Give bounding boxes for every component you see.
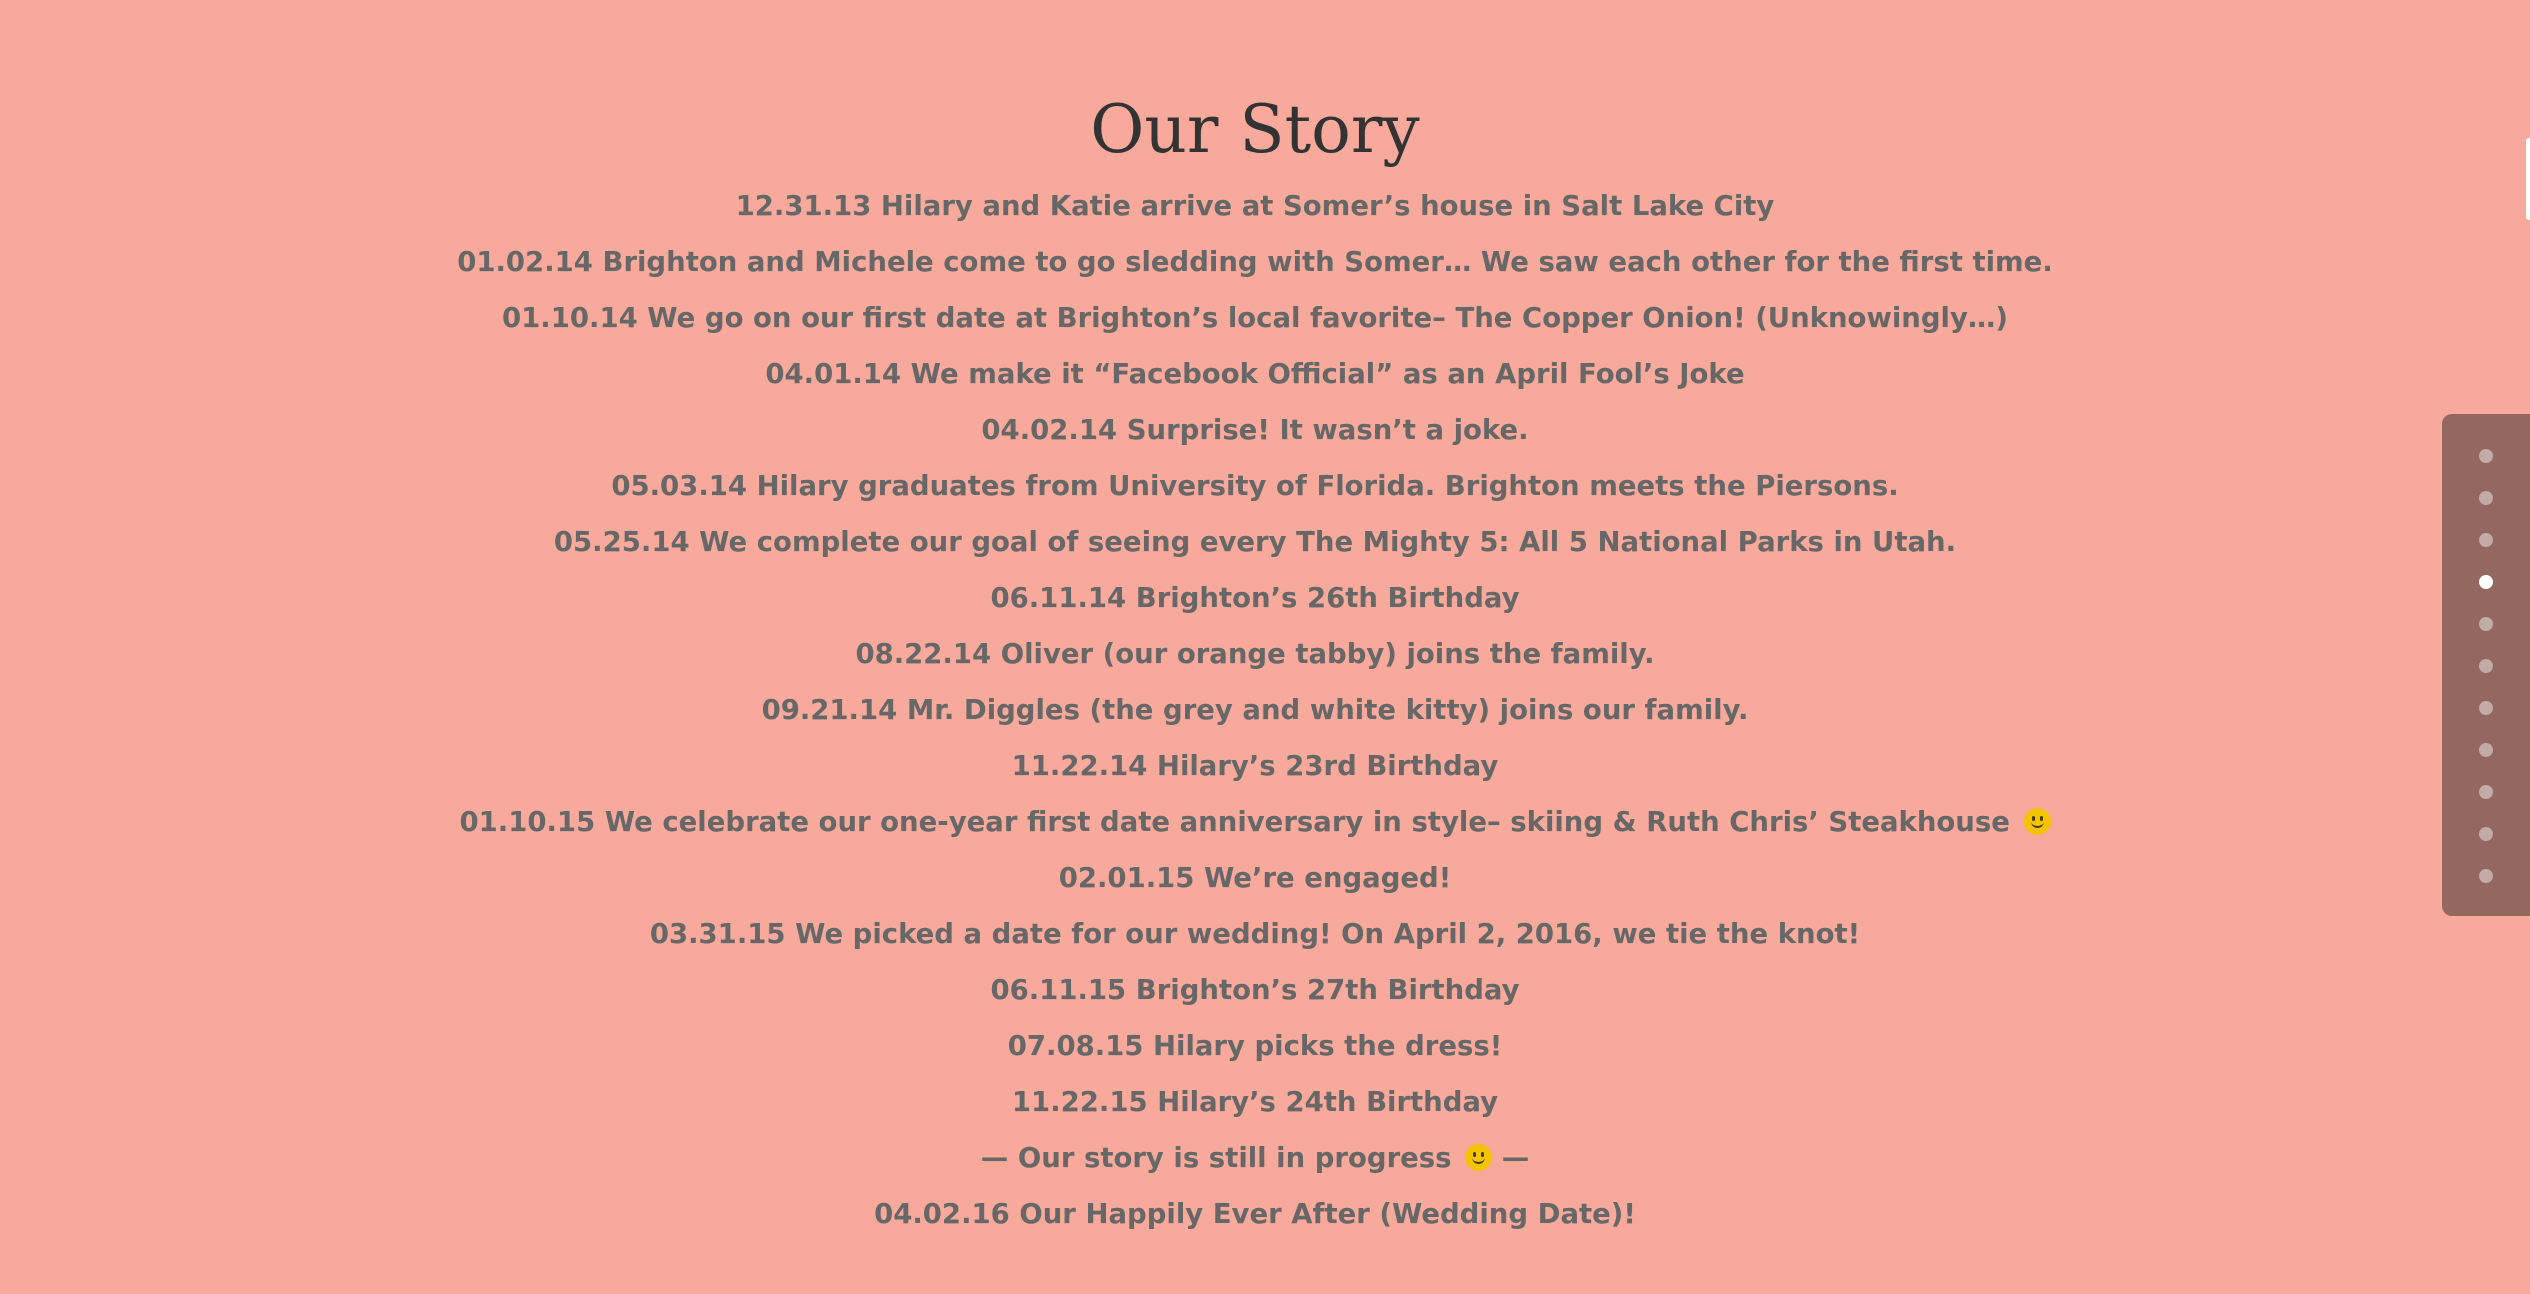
timeline-entry-text: 05.03.14 Hilary graduates from University of Florida. Brighton meets the Piersons. bbox=[611, 470, 1899, 502]
nav-dot[interactable] bbox=[2479, 533, 2493, 547]
timeline-entry bbox=[0, 234, 2510, 290]
nav-dot[interactable] bbox=[2479, 659, 2493, 673]
timeline-entry-text: 03.31.15 We picked a date for our wedding! On April 2, 2016, we tie the knot! bbox=[649, 918, 1861, 950]
timeline-entry-text: 04.02.14 Surprise! It wasn’t a joke. bbox=[981, 414, 1529, 446]
timeline-entry-text: 01.10.15 We celebrate our one-year first date anniversary in style– skiing & Ruth Chris’ Steakhouse bbox=[459, 806, 2010, 838]
timeline-entry bbox=[0, 794, 2510, 850]
timeline-entry-text: 11.22.15 Hilary’s 24th Birthday bbox=[1011, 1086, 1499, 1118]
timeline-entry bbox=[0, 1130, 2510, 1186]
timeline-entry bbox=[0, 178, 2510, 234]
timeline-entry-text: 02.01.15 We’re engaged! bbox=[1058, 862, 1452, 894]
nav-dot[interactable] bbox=[2479, 701, 2493, 715]
timeline-entry-text: 04.02.16 Our Happily Ever After (Wedding Date)! bbox=[874, 1198, 1636, 1230]
timeline-entry-text: 06.11.15 Brighton’s 27th Birthday bbox=[990, 974, 1520, 1006]
timeline-entry-text: 06.11.14 Brighton’s 26th Birthday bbox=[990, 582, 1520, 614]
story-timeline bbox=[0, 178, 2510, 1242]
timeline-entry bbox=[0, 962, 2510, 1018]
timeline-entry bbox=[0, 1186, 2510, 1242]
timeline-entry-text: 01.10.14 We go on our first date at Brighton’s local favorite– The Copper Onion! (Unknowingly…) bbox=[502, 302, 2008, 334]
scroll-edge-indicator bbox=[2526, 138, 2530, 220]
timeline-entry bbox=[0, 402, 2510, 458]
timeline-entry bbox=[0, 738, 2510, 794]
timeline-entry bbox=[0, 626, 2510, 682]
timeline-entry bbox=[0, 906, 2510, 962]
nav-dot[interactable] bbox=[2479, 743, 2493, 757]
timeline-entry bbox=[0, 1074, 2510, 1130]
timeline-entry-text: 07.08.15 Hilary picks the dress! bbox=[1007, 1030, 1503, 1062]
timeline-entry bbox=[0, 458, 2510, 514]
nav-dot[interactable] bbox=[2479, 827, 2493, 841]
timeline-entry bbox=[0, 570, 2510, 626]
timeline-entry-text: 01.02.14 Brighton and Michele come to go sledding with Somer… We saw each other for the first time. bbox=[457, 246, 2053, 278]
nav-dot[interactable] bbox=[2479, 617, 2493, 631]
timeline-entry bbox=[0, 850, 2510, 906]
timeline-entry bbox=[0, 346, 2510, 402]
timeline-entry-text: — Our story is still in progress bbox=[980, 1142, 1452, 1174]
nav-dot[interactable] bbox=[2479, 449, 2493, 463]
timeline-entry-text: 11.22.14 Hilary’s 23rd Birthday bbox=[1011, 750, 1499, 782]
smiley-icon bbox=[2024, 808, 2051, 835]
timeline-entry-text: 08.22.14 Oliver (our orange tabby) joins the family. bbox=[855, 638, 1655, 670]
timeline-entry-suffix: — bbox=[1501, 1142, 1530, 1174]
nav-dot[interactable] bbox=[2479, 491, 2493, 505]
timeline-entry-text: 04.01.14 We make it “Facebook Official” as an April Fool’s Joke bbox=[765, 358, 1745, 390]
page-title: Our Story bbox=[1090, 91, 1420, 168]
timeline-entry-text: 12.31.13 Hilary and Katie arrive at Somer’s house in Salt Lake City bbox=[735, 190, 1775, 222]
nav-dot[interactable] bbox=[2479, 785, 2493, 799]
timeline-entry-text: 05.25.14 We complete our goal of seeing every The Mighty 5: All 5 National Parks in Utah. bbox=[553, 526, 1957, 558]
timeline-entry bbox=[0, 290, 2510, 346]
timeline-entry bbox=[0, 682, 2510, 738]
section-nav-dots bbox=[2442, 414, 2530, 916]
smiley-icon bbox=[1465, 1144, 1492, 1171]
timeline-entry bbox=[0, 1018, 2510, 1074]
timeline-entry-text: 09.21.14 Mr. Diggles (the grey and white kitty) joins our family. bbox=[761, 694, 1749, 726]
nav-dot-active[interactable] bbox=[2479, 575, 2493, 589]
timeline-entry bbox=[0, 514, 2510, 570]
nav-dot[interactable] bbox=[2479, 869, 2493, 883]
